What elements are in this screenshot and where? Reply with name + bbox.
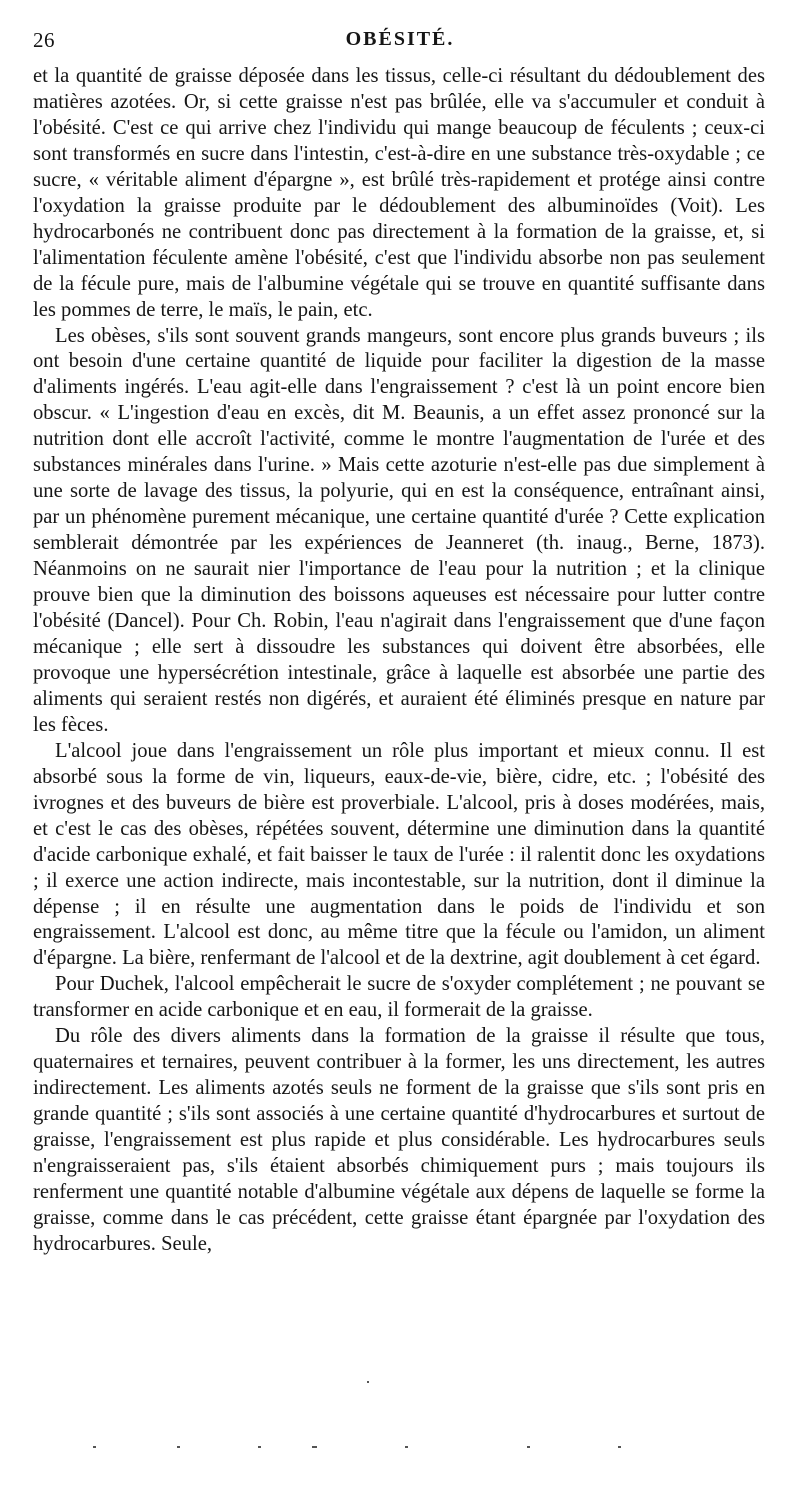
page-header xyxy=(33,28,767,58)
print-speck xyxy=(527,1446,530,1448)
paragraph-5: Du rôle des divers aliments dans la formation de la graisse il résulte que tous, quaternaires et ternaires, peuvent contribuer à la former, les uns directement, les autres indirectement. Les aliments azotés seuls ne forment de la graisse que s'ils sont pris en grande quantité ; s'ils sont associés à une certaine quantité d'hydrocarbures et surtout de graisse, l'engraissement est plus rapide et plus considérable. Les hydrocarbures seuls n'engraisseraient pas, s'ils étaient absorbés chimiquement purs ; mais toujours ils renferment une quantité notable d'albumine végétale aux dépens de laquelle se forme la graisse, comme dans le cas précédent, cette graisse étant épargnée par l'oxydation des hydrocarbures. Seule, xyxy=(33,1025,765,1255)
print-speck xyxy=(618,1446,621,1448)
paragraph-4: Pour Duchek, l'alcool empêcherait le sucre de s'oxyder complétement ; ne pouvant se transformer en acide carbonique et en eau, il formerait de la graisse. xyxy=(33,973,765,1022)
print-speck xyxy=(177,1446,180,1448)
page-number: 26 xyxy=(33,28,55,52)
paragraph-2: Les obèses, s'ils sont souvent grands mangeurs, sont encore plus grands buveurs ; ils ont besoin d'une certaine quantité de liquide pour faciliter la digestion de la masse d'aliments ingérés. L'eau agit-elle dans l'engraissement ? c'est là un point encore bien obscur. « L'ingestion d'eau en excès, dit M. Beaunis, a un effet assez prononcé sur la nutrition dont elle accroît l'activité, comme le montre l'augmentation de l'urée et des substances minérales dans l'urine. » Mais cette azoturie n'est-elle pas due simplement à une sorte de lavage des tissus, la polyurie, qui en est la conséquence, entraînant ainsi, par un phénomène purement mécanique, une certaine quantité d'urée ? Cette explication semblerait démontrée par les expériences de Jeanneret (th. inaug., Berne, 1873). Néanmoins on ne saurait nier l'importance de l'eau pour la nutrition ; et la clinique prouve bien que la diminution des boissons aqueuses est nécessaire pour lutter contre l'obésité (Dancel). Pour Ch. Robin, l'eau n'agirait dans l'engraissement que d'une façon mécanique ; elle sert à dissoudre les substances qui doivent être absorbées, elle provoque une hypersécrétion intestinale, grâce à laquelle est absorbée une partie des aliments qui seraient restés non digérés, et auraient été éliminés presque en nature par les fèces. xyxy=(33,324,765,736)
running-title: OBÉSITÉ. xyxy=(345,28,455,50)
print-speck xyxy=(367,1381,369,1383)
print-speck xyxy=(93,1446,96,1448)
paragraph-1: et la quantité de graisse déposée dans les tissus, celle-ci résultant du dédoublement des matières azotées. Or, si cette graisse n'est pas brûlée, elle va s'accumuler et conduit à l'obésité. C'est ce qui arrive chez l'individu qui mange beaucoup de féculents ; ceux-ci sont transformés en sucre dans l'intestin, c'est-à-dire en une substance très-oxydable ; ce sucre, « véritable aliment d'épargne », est brûlé très-rapidement et protége ainsi contre l'oxydation la graisse produite par le dédoublement des albuminoïdes (Voit). Les hydrocarbonés ne contribuent donc pas directement à la formation de la graisse, et, si l'alimentation féculente amène l'obésité, c'est que l'individu absorbe non pas seulement de la fécule pure, mais de l'albumine végétale qui se trouve en quantité suffisante dans les pommes de terre, le maïs, le pain, etc. xyxy=(33,65,765,321)
print-speck xyxy=(405,1446,408,1448)
print-speck xyxy=(258,1446,261,1448)
print-speck xyxy=(312,1446,317,1448)
paragraph-3: L'alcool joue dans l'engraissement un rôle plus important et mieux connu. Il est absorbé sous la forme de vin, liqueurs, eaux-de-vie, bière, cidre, etc. ; l'obésité des ivrognes et des buveurs de bière est proverbiale. L'alcool, pris à doses modérées, mais, et c'est le cas des obèses, répétées souvent, détermine une diminution dans la quantité d'acide carbonique exhalé, et fait baisser le taux de l'urée : il ralentit donc les oxydations ; il exerce une action indirecte, mais incontestable, sur la nutrition, dont il diminue la dépense ; il en résulte une augmentation dans le poids de l'individu et son engraissement. L'alcool est donc, au même titre que la fécule ou l'amidon, un aliment d'épargne. La bière, renfermant de l'alcool et de la dextrine, agit doublement à cet égard. xyxy=(33,739,765,970)
body-text xyxy=(33,64,765,1258)
